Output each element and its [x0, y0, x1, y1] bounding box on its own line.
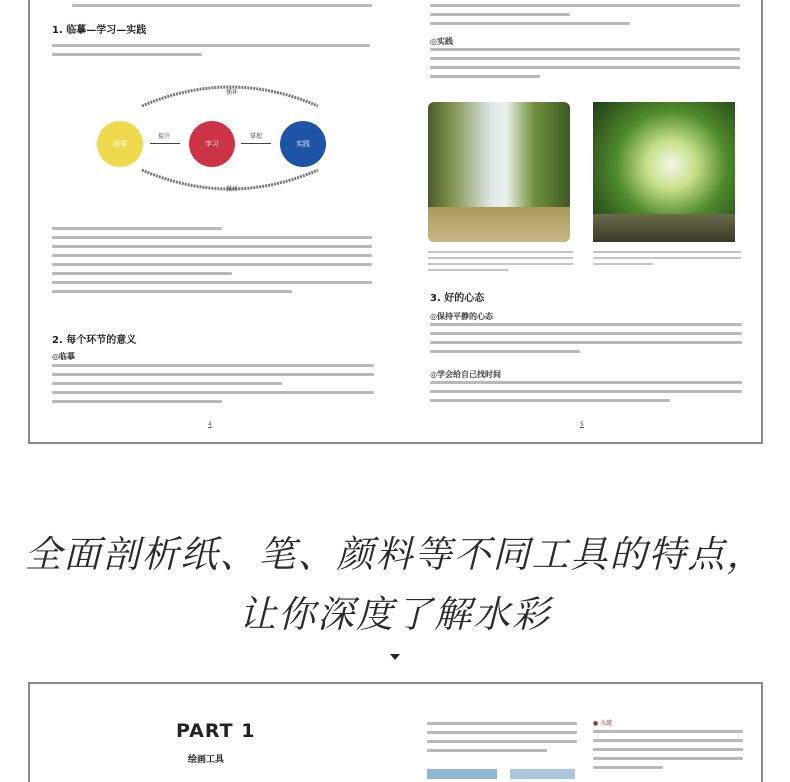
watercolor-swatch-image: [427, 769, 497, 779]
subheading-linmo: ◎临摹: [52, 352, 75, 361]
paragraph: [52, 364, 374, 409]
part-subtitle: 绘画工具: [188, 755, 225, 765]
arrow-1: [150, 143, 180, 144]
arrow-2: [241, 143, 271, 144]
subheading-calm: ◎保持平静的心态: [430, 312, 493, 321]
headline-line-2: 让你深度了解水彩: [239, 593, 551, 636]
headline-line-1: 全面剖析纸、笔、颜料等不同工具的特点，: [24, 533, 766, 576]
image-caption: [428, 251, 573, 275]
section-heading-3: 3. 好的心态: [430, 293, 485, 304]
down-triangle-icon: [390, 654, 400, 660]
image-caption: [593, 251, 741, 269]
paragraph: [593, 730, 743, 775]
paragraph: [430, 4, 740, 31]
paragraph: [72, 4, 372, 13]
sub-label: ● 水罐: [593, 720, 613, 727]
paragraph: [430, 381, 742, 408]
paragraph: [430, 323, 742, 359]
subheading-time: ◎学会给自己找时间: [430, 370, 501, 379]
watercolor-sunlit-forest-image: [593, 102, 735, 242]
section-heading-2: 2. 每个环节的意义: [52, 335, 137, 346]
book-spread-bottom: [28, 682, 763, 782]
section-heading-1: 1. 临摹—学习—实践: [52, 25, 147, 36]
paragraph: [52, 227, 372, 299]
book-spread-top: [28, 0, 763, 444]
arrow-label-2: 掌握: [250, 133, 263, 140]
paragraph: [427, 722, 577, 758]
node-xuexi: 学习: [189, 121, 235, 167]
page-number-right: 5: [580, 421, 584, 428]
watercolor-forest-path-image: [428, 102, 570, 242]
paragraph: [430, 48, 740, 84]
loop-label-top: 循环: [226, 89, 239, 96]
node-shijian: 实践: [280, 121, 326, 167]
page-number-left: 4: [208, 421, 212, 428]
paragraph: [52, 44, 370, 62]
watercolor-swatch-image: [510, 769, 575, 779]
node-linmo: 临摹: [97, 121, 143, 167]
arrow-label-1: 提升: [158, 133, 171, 140]
part-title: PART 1: [176, 720, 256, 742]
loop-label-bottom: 循环: [226, 186, 239, 193]
subheading-practice: ◎实践: [430, 37, 453, 46]
